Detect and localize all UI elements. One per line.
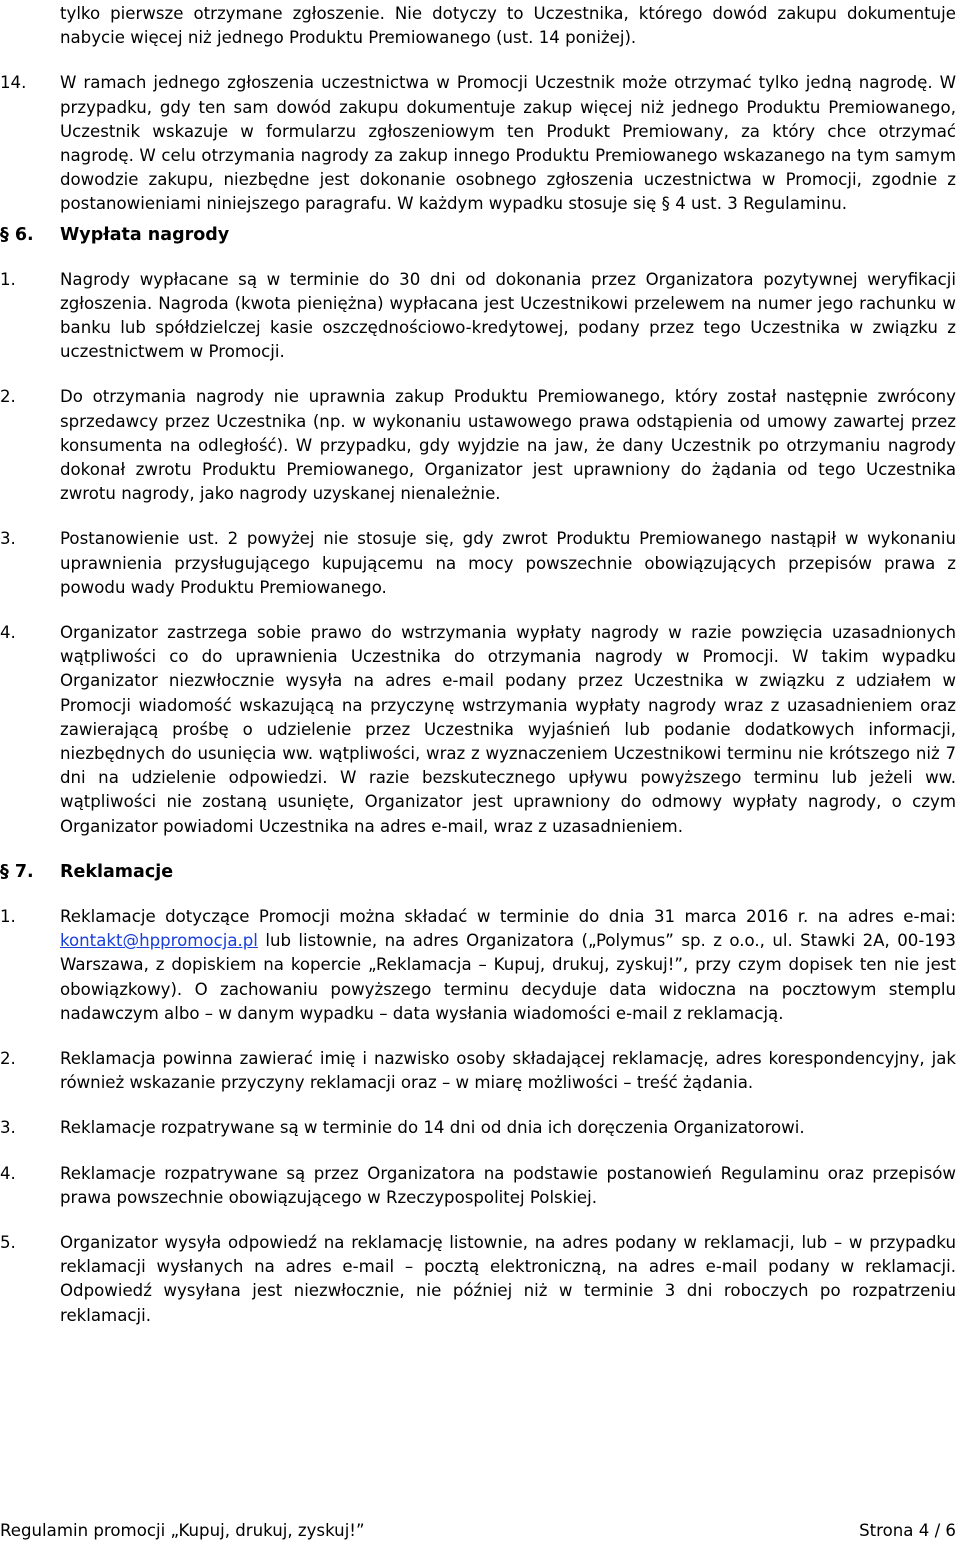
section-7-item-5 — [0, 1231, 960, 1328]
item-number: 4. — [0, 623, 16, 643]
item-text: Organizator zastrzega sobie prawo do wstrzymania wypłaty nagrody w razie powzięcia uzasadnionych wątpliwości co do uprawnienia Uczestnika do otrzymania nagrody w Promocji. W takim wypadku Organizator niezwłocznie wysyła na adres e-mail podany przez Uczestnika w związku z udziałem w Promocji wiadomość wskazującą na przyczynę wstrzymania wypłaty nagrody wraz z uzasadnieniem oraz zawierającą prośbę o udzielenie przez Uczestnika wyjaśnień lub podanie dodatkowych informacji, niezbędnych do usunięcia ww. wątpliwości, wraz z wyznaczeniem Uczestnikowi terminu nie krótszego niż 7 dni na udzielenie odpowiedzi. W razie bezskutecznego upływu powyższego terminu lub jeżeli ww. wątpliwości nie zostaną usunięte, Organizator jest uprawniony do odmowy wypłaty nagrody, o czym Organizator powiadomi Uczestnika na adres e-mail, wraz z uzasadnieniem. — [60, 623, 956, 836]
carryover-text: tylko pierwsze otrzymane zgłoszenie. Nie dotyczy to Uczestnika, którego dowód zakupu dokumentuje nabycie więcej niż jednego Produktu Premiowanego (ust. 14 poniżej). — [60, 4, 956, 48]
section-6-heading — [0, 223, 960, 247]
item-text: Reklamacje rozpatrywane są w terminie do 14 dni od dnia ich doręczenia Organizatorowi. — [60, 1118, 805, 1138]
item-text: Reklamacje rozpatrywane są przez Organizatora na podstawie postanowień Regulaminu oraz przepisów prawa powszechnie obowiązującego w Rzeczypospolitej Polskiej. — [60, 1163, 956, 1207]
section-7-item-1 — [0, 905, 960, 1026]
footer-title: Regulamin promocji „Kupuj, drukuj, zyskuj!” — [0, 1521, 365, 1540]
item-number: 1. — [0, 906, 16, 926]
paragraph-14 — [0, 71, 960, 216]
item-text: Reklamacja powinna zawierać imię i nazwisko osoby składającej reklamację, adres korespondencyjny, jak również wskazanie przyczyny reklamacji oraz – w miarę możliwości – treść żądania. — [60, 1048, 956, 1093]
section-title: Reklamacje — [60, 861, 174, 882]
item-number: 2. — [0, 1048, 16, 1068]
item-text-end: lub listownie, na adres Organizatora („Polymus” sp. z o.o., ul. Stawki 2A, 00-193 Warszawa, z dopiskiem na kopercie „Reklamacja – Kupuj, drukuj, zyskuj!”, przy czym dopisek ten nie jest obowiązkowy). O zachowaniu powyższego terminu decyduje data widoczna na pocztowym stemplu nadawczym albo – w danym wypadku – data wysłania wiadomości e-mail z reklamacją. — [60, 931, 956, 1023]
item-number: 4. — [0, 1163, 16, 1183]
section-7-item-3 — [0, 1116, 960, 1140]
section-title: Wypłata nagrody — [60, 224, 230, 245]
paragraph-text: W ramach jednego zgłoszenia uczestnictwa w Promocji Uczestnik może otrzymać tylko jedną nagrodę. W przypadku, gdy ten sam dowód zakupu dokumentuje zakup więcej niż jednego Produktu Premiowanego, Uczestnik wskazuje w formularzu zgłoszeniowym ten Produkt Premiowany, za który chce otrzymać nagrodę. W celu otrzymania nagrody za zakup innego Produktu Premiowanego wskazanego na tym samym dowodzie zakupu, niezbędne jest dokonanie osobnego zgłoszenia uczestnictwa w Promocji, zgodnie z postanowieniami niniejszego paragrafu. W każdym wypadku stosuje się § 4 ust. 3 Regulaminu. — [60, 73, 956, 214]
section-7-item-4 — [0, 1162, 960, 1210]
email-link[interactable]: kontakt@hppromocja.pl — [60, 931, 258, 951]
item-text: Postanowienie ust. 2 powyżej nie stosuje się, gdy zwrot Produktu Premiowanego nastąpił w wykonaniu uprawnienia przysługującego kupującemu na mocy powszechnie obowiązujących przepisów prawa z powodu wady Produktu Premiowanego. — [60, 529, 956, 597]
item-number: 5. — [0, 1232, 16, 1252]
item-text: Do otrzymania nagrody nie uprawnia zakup Produktu Premiowanego, który został następnie zwrócony sprzedawcy przez Uczestnika (np. w wykonaniu ustawowego prawa odstąpienia od umowy zawartej przez konsumenta na odległość). W przypadku, gdy wyjdzie na jaw, że dany Uczestnik po otrzymaniu nagrody dokonał zwrotu Produktu Premiowanego, Organizator jest uprawniony do żądania od tego Uczestnika zwrotu nagrody, jako nagrody uzyskanej nienależnie. — [60, 387, 956, 504]
section-7-item-2 — [0, 1047, 960, 1095]
item-text: Nagrody wypłacane są w terminie do 30 dni od dokonania przez Organizatora pozytywnej weryfikacji zgłoszenia. Nagroda (kwota pieniężna) wypłacana jest Uczestnikowi przelewem na numer jego rachunku w banku lub spółdzielczej kasie oszczędnościowo-kredytowej, podany przez tego Uczestnika w związku z uczestnictwem w Promocji. — [60, 269, 956, 362]
page-footer — [0, 1520, 956, 1542]
item-number: 3. — [0, 529, 16, 549]
carryover-paragraph — [0, 2, 960, 50]
page-number: Strona 4 / 6 — [859, 1521, 956, 1540]
item-text: Organizator wysyła odpowiedź na reklamację listownie, na adres podany w reklamacji, lub – w przypadku reklamacji wysłanych na adres e-mail – pocztą elektroniczną, na adres e-mail podany w reklamacji. Odpowiedź wysyłana jest niezwłocznie, nie później niż w terminie 3 dni roboczych po rozpatrzeniu reklamacji. — [60, 1232, 956, 1325]
item-text-start: Reklamacje dotyczące Promocji można składać w terminie do dnia 31 marca 2016 r. na adres e-mai: — [60, 906, 956, 926]
item-number: 1. — [0, 269, 16, 289]
item-number: 3. — [0, 1118, 16, 1138]
section-6-item-4 — [0, 621, 960, 839]
section-6-item-3 — [0, 527, 960, 600]
section-7-heading — [0, 860, 960, 884]
item-number: 2. — [0, 387, 16, 407]
paragraph-number: 14. — [0, 73, 27, 93]
section-number: § 6. — [0, 224, 34, 245]
section-6-item-2 — [0, 385, 960, 506]
section-number: § 7. — [0, 861, 34, 882]
section-6-item-1 — [0, 268, 960, 365]
